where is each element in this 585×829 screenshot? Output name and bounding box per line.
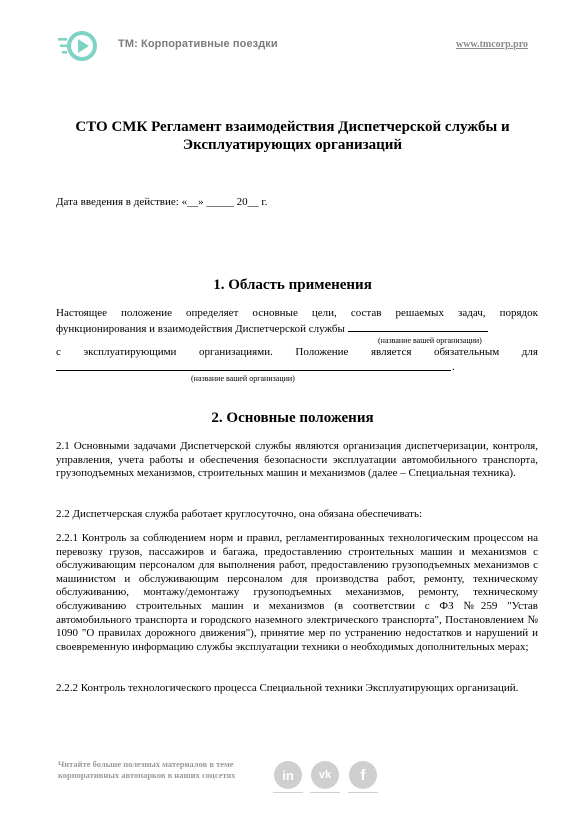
linkedin-underline <box>273 792 303 793</box>
document-title <box>40 118 545 154</box>
facebook-glyph: f <box>360 766 366 784</box>
section-1-text: Настоящее положение определяет основные цели, состав решаемых задач, порядок функционирования и взаимодействия Диспетчерской службы <box>56 307 538 335</box>
word: организациями. <box>199 346 273 358</box>
linkedin-icon[interactable] <box>274 761 302 789</box>
facebook-icon[interactable] <box>349 761 377 789</box>
period: . <box>452 361 455 373</box>
page-header <box>58 28 528 64</box>
footer-note <box>58 759 258 781</box>
footer-line-2: корпоративных автопарков в наших соцсетях <box>58 770 236 780</box>
section-2-heading: 2. Основные положения <box>211 410 374 426</box>
org-name-blank-1 <box>348 321 488 332</box>
section-1-heading: 1. Область применения <box>213 277 372 293</box>
facebook-underline <box>348 792 378 793</box>
brand-name: ТМ: Корпоративные поездки <box>118 38 278 50</box>
org-name-hint-2: (название вашей организации) <box>191 374 295 383</box>
word: Положение <box>295 346 349 358</box>
clause-2-2: 2.2 Диспетчерская служба работает круглосуточно, она обязана обеспечивать: <box>56 508 423 520</box>
section-1-paragraph-2 <box>56 346 538 360</box>
site-link[interactable]: www.tmcorp.pro <box>455 39 528 50</box>
section-1-paragraph <box>56 307 538 336</box>
org-name-blank-2 <box>56 360 451 371</box>
vk-glyph: vk <box>318 769 332 781</box>
company-logo-icon <box>58 28 108 64</box>
word: для <box>521 346 538 358</box>
clause-2-1: 2.1 Основными задачами Диспетчерской службы являются организация диспетчеризации, контроля, управления, учета работы и обеспечения безопасности эксплуатации автомобильного транспорта, грузоподъемных механизмов, строительных машин и механизмов (далее – Специальная техника). <box>56 440 538 480</box>
effective-date: Дата введения в действие: «__» _____ 20__ г. <box>56 196 268 208</box>
word: с <box>56 346 61 358</box>
title-line-2: Эксплуатирующих организаций <box>182 137 403 153</box>
linkedin-glyph: in <box>282 767 294 783</box>
vk-icon[interactable] <box>311 761 339 789</box>
vk-underline <box>310 792 340 793</box>
title-line-1: СТО СМК Регламент взаимодействия Диспетчерской службы и <box>75 119 510 135</box>
word: эксплуатирующими <box>83 346 177 358</box>
word: является <box>370 346 412 358</box>
clause-2-2-2: 2.2.2 Контроль технологического процесса Специальной техники Эксплуатирующих организаций. <box>56 682 519 694</box>
word: обязательным <box>433 346 500 358</box>
org-name-hint-1: (название вашей организации) <box>378 336 482 345</box>
footer-line-1: Читайте больше полезных материалов в теме <box>58 759 234 769</box>
clause-2-2-1: 2.2.1 Контроль за соблюдением норм и правил, регламентированных технологическим процессом на перевозку грузов, пассажиров и багажа, предоставлению строительных машин и механизмов с обслуживающим персоналом для выполнения работ, предоставлению грузоподъемных механизмов с машинистом и обслуживающим персоналом для производства работ, ремонту, техническому обслуживанию, монтажу/демонтажу грузоподъемных механизмов, ремонту, техническому обслуживанию строительных машин и механизмов (в соответствии с ФЗ №259 "Устав автомобильного транспорта и городского наземного электрического транспорта", Постановлением № 1090 "О правилах дорожного движения"), принятие мер по устранению недостатков и нарушений и своевременную информацию службы эксплуатации техники о необходимых дополнительных мерах; <box>56 532 538 653</box>
